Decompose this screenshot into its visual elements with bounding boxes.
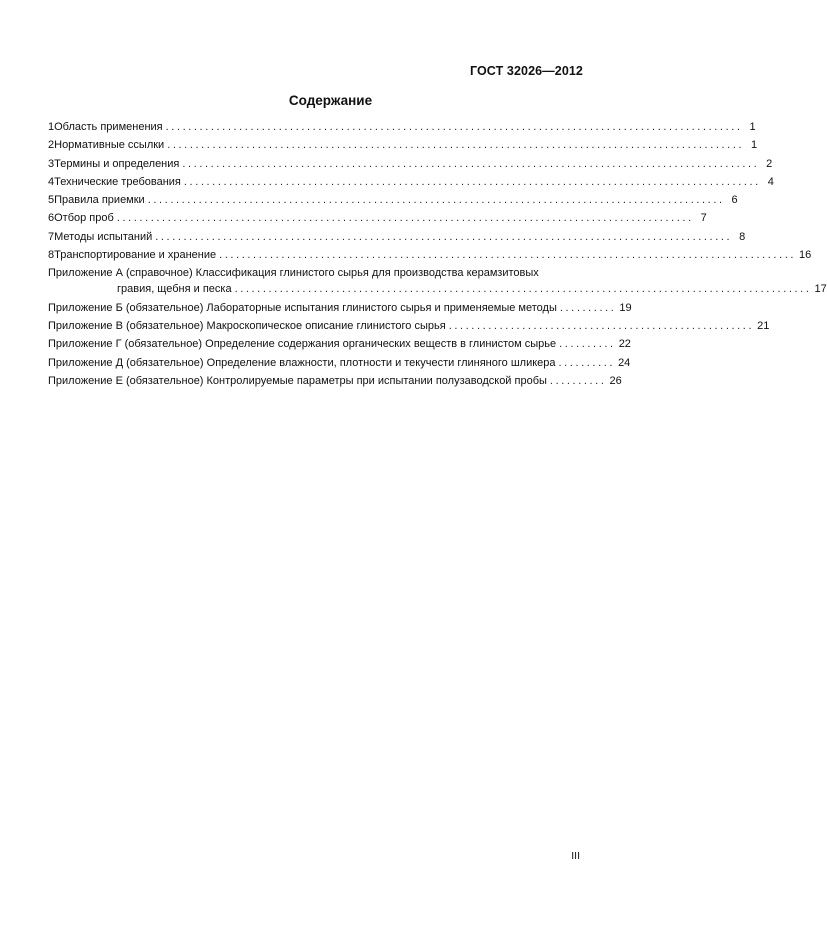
toc-entry-4[interactable] xyxy=(48,175,774,194)
toc-entry-3[interactable] xyxy=(48,157,773,176)
dot-leader: ...................................................................................................... xyxy=(182,157,760,170)
toc-entry-number: 2 xyxy=(48,139,55,152)
toc-entry-8[interactable] xyxy=(48,249,812,267)
toc-annex-page: 22 xyxy=(618,338,631,351)
toc-annex-label: Приложение Б (обязательное) Лабораторные испытания глинистого сырья и применяемые методы xyxy=(48,301,557,314)
dot-leader: ...................................................................................................... xyxy=(219,249,797,262)
toc-entry-number: 8 xyxy=(48,249,55,262)
toc-annex-page: 24 xyxy=(618,356,631,369)
table-of-contents xyxy=(48,121,827,393)
toc-entry-number: 7 xyxy=(48,230,55,243)
document-id: ГОСТ 32026—2012 xyxy=(469,64,583,78)
toc-annex-d[interactable] xyxy=(48,356,631,375)
toc-entry-number: 4 xyxy=(48,175,55,188)
toc-entry-page: 8 xyxy=(739,230,746,243)
toc-entry-label: Технические требования xyxy=(54,175,181,188)
toc-entry-label: Правила приемки xyxy=(54,194,145,207)
toc-entry-page: 4 xyxy=(767,175,774,188)
toc-annex-page: 21 xyxy=(757,319,770,332)
toc-annex-page: 17 xyxy=(814,283,827,296)
toc-annex-e[interactable] xyxy=(48,374,622,393)
dot-leader: .......... xyxy=(559,301,617,314)
toc-entry-number: 3 xyxy=(48,157,55,170)
toc-entry-page: 1 xyxy=(749,121,756,133)
dot-leader: .......... xyxy=(559,338,616,351)
toc-annex-label-continued: гравия, щебня и песка xyxy=(117,283,232,296)
toc-annex-page: 19 xyxy=(619,301,632,314)
toc-annex-label: Приложение Г (обязательное) Определение содержания органических веществ в глинистом сырье xyxy=(48,338,557,351)
toc-annex-v[interactable] xyxy=(48,319,770,338)
dot-leader: ...................................................... xyxy=(448,319,755,332)
dot-leader: ...................................................................................................... xyxy=(147,194,725,207)
dot-leader: ...................................................................................................... xyxy=(167,139,745,152)
toc-entry-number: 5 xyxy=(48,194,55,207)
toc-annex-a[interactable] xyxy=(48,267,827,301)
toc-entry-label: Область применения xyxy=(54,121,163,133)
toc-annex-page: 26 xyxy=(609,374,622,387)
dot-leader: .......... xyxy=(558,356,616,369)
toc-entry-page: 6 xyxy=(731,194,738,207)
dot-leader: ...................................................................................................... xyxy=(183,175,761,188)
toc-entry-label: Транспортирование и хранение xyxy=(54,249,217,262)
toc-entry-page: 16 xyxy=(799,249,812,262)
toc-entry-7[interactable] xyxy=(48,230,746,249)
toc-annex-label: Приложение Е (обязательное) Контролируемые параметры при испытании полузаводской пробы xyxy=(48,374,547,387)
toc-entry-number: 6 xyxy=(48,212,55,225)
dot-leader: ...................................................................................................... xyxy=(165,121,743,133)
toc-entry-page: 2 xyxy=(766,157,773,170)
toc-entry-page: 7 xyxy=(700,212,707,225)
toc-annex-label: Приложение Д (обязательное) Определение влажности, плотности и текучести глиняного шликера xyxy=(48,356,556,369)
toc-entry-number: 1 xyxy=(48,121,55,133)
toc-entry-label: Нормативные ссылки xyxy=(54,139,165,152)
page-number: III xyxy=(571,850,580,862)
dot-leader: .......... xyxy=(549,374,607,387)
toc-annex-b[interactable] xyxy=(48,301,632,320)
toc-annex-g[interactable] xyxy=(48,338,631,356)
toc-entry-5[interactable] xyxy=(48,194,738,212)
toc-entry-label: Термины и определения xyxy=(54,157,180,170)
toc-title: Содержание xyxy=(288,93,373,108)
toc-entry-2[interactable] xyxy=(48,139,758,157)
toc-entry-label: Методы испытаний xyxy=(54,230,153,243)
toc-annex-label: Приложение А (справочное) Классификация глинистого сырья для производства керамзитовых xyxy=(48,267,539,280)
dot-leader: ...................................................................................................... xyxy=(116,212,694,225)
dot-leader: ...................................................................................................... xyxy=(155,230,733,243)
toc-entry-page: 1 xyxy=(751,139,758,152)
toc-entry-label: Отбор проб xyxy=(54,212,114,225)
toc-annex-label: Приложение В (обязательное) Макроскопическое описание глинистого сырья xyxy=(48,319,446,332)
toc-entry-6[interactable] xyxy=(48,212,707,230)
dot-leader: ...................................................................................................... xyxy=(234,283,812,296)
toc-entry-1[interactable] xyxy=(48,121,756,139)
